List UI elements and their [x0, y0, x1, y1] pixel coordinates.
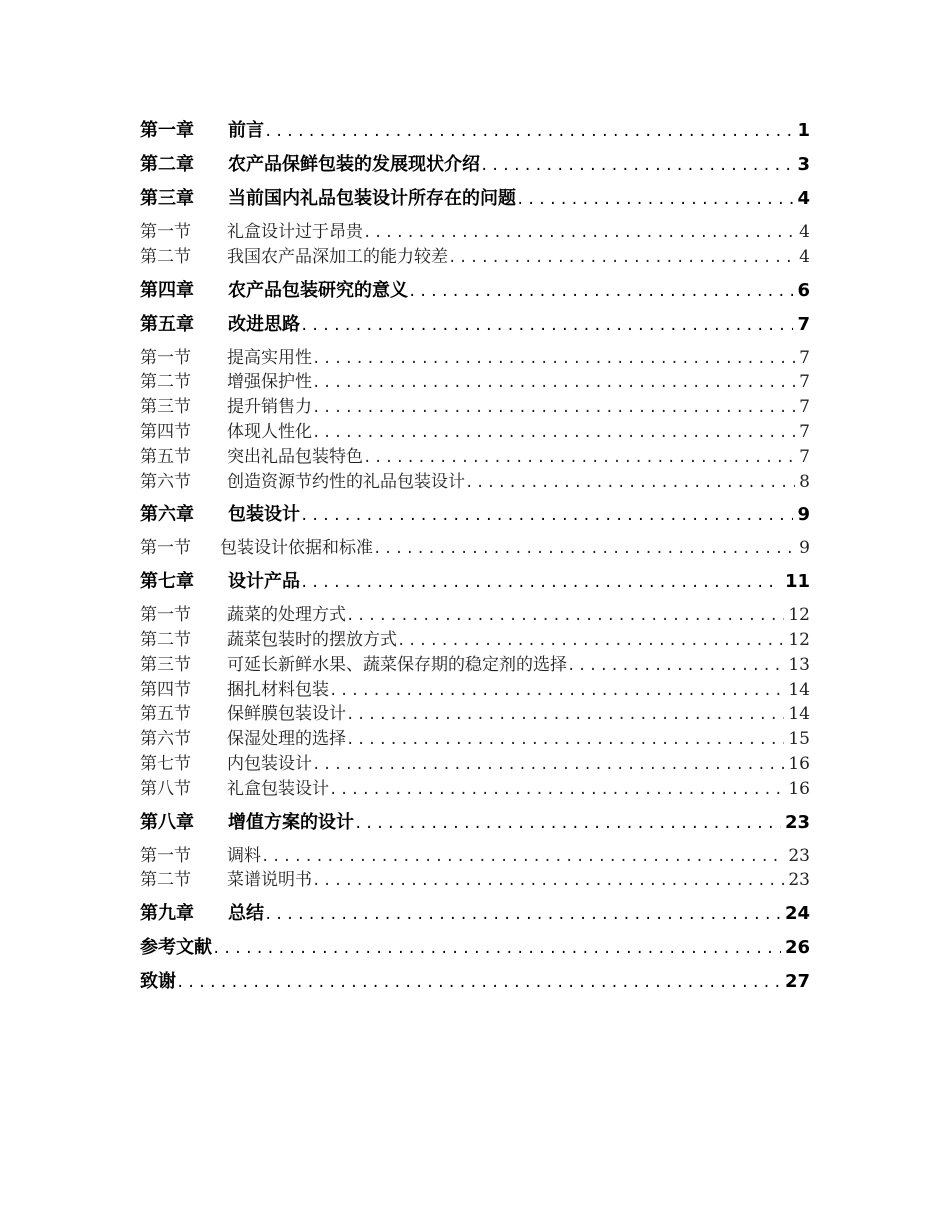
toc-entry-title: 创造资源节约性的礼品包装设计 [227, 471, 465, 492]
dot-leader [312, 869, 784, 894]
toc-entry-label: 第三节 [140, 397, 191, 418]
toc-page-number: 7 [799, 397, 810, 418]
dot-leader [516, 183, 793, 217]
toc-page-number: 7 [799, 421, 810, 442]
toc-entry-title: 调料 [227, 845, 261, 866]
toc-chapter-entry[interactable] [140, 565, 810, 599]
toc-chapter-entry[interactable] [140, 931, 810, 965]
dot-leader [261, 845, 784, 870]
toc-entry-title: 蔬菜包装时的摆放方式 [227, 629, 397, 650]
toc-page-number: 27 [784, 971, 810, 993]
dot-leader [363, 221, 795, 246]
toc-chapter-entry[interactable] [140, 114, 810, 148]
toc-entry-label: 第七章 [140, 571, 194, 593]
toc-section-entry[interactable] [140, 727, 810, 752]
toc-page-number: 15 [788, 729, 810, 750]
toc-entry-title: 突出礼品包装特色 [227, 446, 363, 467]
toc-entry-title: 致谢 [140, 971, 176, 993]
toc-entry-title: 提高实用性 [227, 347, 312, 368]
dot-leader [312, 753, 784, 778]
toc-page-number: 1 [797, 120, 810, 141]
toc-entry-label: 第八章 [140, 811, 194, 833]
toc-entry-label: 第二节 [140, 372, 191, 393]
toc-page-number: 4 [799, 222, 810, 242]
toc-entry-title: 菜谱说明书 [227, 870, 312, 891]
toc-page-number: 14 [788, 679, 810, 700]
toc-section-entry[interactable] [140, 370, 810, 395]
toc-page-number: 12 [788, 629, 810, 650]
dot-leader [346, 703, 784, 728]
toc-section-entry[interactable] [140, 702, 810, 727]
toc-entry-title: 当前国内礼品包装设计所存在的问题 [228, 188, 516, 209]
toc-page-number: 16 [788, 778, 810, 799]
toc-entry-label: 第四节 [140, 421, 191, 442]
dot-leader [480, 149, 793, 183]
dot-leader [264, 898, 781, 932]
toc-section-entry[interactable] [140, 777, 810, 802]
dot-leader [176, 966, 781, 1000]
toc-entry-label: 第五节 [140, 704, 191, 725]
toc-section-entry[interactable] [140, 245, 810, 270]
dot-leader [312, 371, 795, 396]
toc-chapter-entry[interactable] [140, 182, 810, 216]
toc-entry-label: 第九章 [140, 903, 194, 925]
toc-entry-label: 第五节 [140, 446, 191, 467]
toc-entry-label: 第一节 [140, 538, 191, 559]
dot-leader [408, 275, 793, 309]
toc-page-number: 26 [784, 937, 810, 959]
toc-page-number: 6 [797, 279, 810, 301]
toc-page-number: 7 [799, 347, 810, 368]
dot-leader [373, 537, 795, 562]
toc-entry-label: 第八节 [140, 778, 191, 799]
dot-leader [346, 604, 784, 629]
dot-leader [300, 499, 793, 533]
dot-leader [312, 347, 795, 372]
toc-entry-title: 内包装设计 [227, 753, 312, 774]
toc-entry-label: 第二章 [140, 154, 194, 175]
toc-section-entry[interactable] [140, 536, 810, 561]
toc-section-entry[interactable] [140, 628, 810, 653]
table-of-contents [140, 114, 810, 999]
toc-chapter-entry[interactable] [140, 308, 810, 342]
toc-entry-title: 改进思路 [228, 313, 300, 335]
toc-section-entry[interactable] [140, 868, 810, 893]
toc-page-number: 11 [784, 571, 810, 593]
toc-entry-label: 第五章 [140, 313, 194, 335]
toc-entry-label: 第六节 [140, 729, 191, 750]
toc-entry-label: 第二节 [140, 870, 191, 891]
toc-entry-title: 农产品包装研究的意义 [228, 279, 408, 301]
toc-section-entry[interactable] [140, 844, 810, 869]
toc-page-number: 7 [799, 446, 810, 467]
toc-section-entry[interactable] [140, 752, 810, 777]
toc-section-entry[interactable] [140, 346, 810, 371]
toc-section-entry[interactable] [140, 395, 810, 420]
toc-entry-label: 第三节 [140, 654, 191, 675]
toc-entry-title: 体现人性化 [227, 421, 312, 442]
toc-entry-label: 第一章 [140, 120, 194, 141]
toc-entry-label: 第六章 [140, 504, 194, 526]
toc-entry-title: 农产品保鲜包装的发展现状介绍 [228, 154, 480, 175]
toc-entry-title: 前言 [228, 120, 264, 141]
dot-leader [264, 115, 793, 149]
toc-entry-title: 蔬菜的处理方式 [227, 605, 346, 626]
toc-chapter-entry[interactable] [140, 897, 810, 931]
dot-leader [354, 807, 781, 841]
dot-leader [448, 246, 795, 271]
dot-leader [300, 566, 781, 600]
toc-entry-label: 第二节 [140, 629, 191, 650]
toc-page-number: 12 [788, 605, 810, 626]
dot-leader [346, 728, 784, 753]
toc-entry-title: 包装设计 [228, 504, 300, 526]
toc-section-entry[interactable] [140, 470, 810, 495]
toc-page-number: 4 [797, 188, 810, 209]
toc-entry-title: 捆扎材料包装 [227, 679, 329, 700]
dot-leader [312, 396, 795, 421]
dot-leader [567, 654, 784, 679]
toc-entry-label: 第一节 [140, 605, 191, 626]
toc-page-number: 14 [788, 704, 810, 725]
toc-page-number: 23 [784, 811, 810, 833]
toc-chapter-entry[interactable] [140, 498, 810, 532]
toc-section-entry[interactable] [140, 653, 810, 678]
toc-entry-title: 礼盒包装设计 [227, 778, 329, 799]
toc-section-entry[interactable] [140, 678, 810, 703]
toc-entry-title: 我国农产品深加工的能力较差 [227, 246, 448, 267]
toc-entry-label: 第四章 [140, 279, 194, 301]
toc-entry-label: 第一节 [140, 347, 191, 368]
toc-entry-title: 参考文献 [140, 937, 212, 959]
toc-page-number: 16 [788, 753, 810, 774]
toc-page-number: 7 [799, 372, 810, 393]
toc-entry-title: 增强保护性 [227, 372, 312, 393]
toc-chapter-entry[interactable] [140, 806, 810, 840]
toc-section-entry[interactable] [140, 603, 810, 628]
toc-chapter-entry[interactable] [140, 965, 810, 999]
dot-leader [363, 446, 795, 471]
toc-chapter-entry[interactable] [140, 274, 810, 308]
toc-entry-title: 礼盒设计过于昂贵 [227, 222, 363, 242]
toc-page-number: 7 [797, 313, 810, 335]
toc-entry-title: 可延长新鲜水果、蔬菜保存期的稳定剂的选择 [227, 654, 567, 675]
toc-entry-label: 第三章 [140, 188, 194, 209]
toc-page-number: 8 [799, 471, 810, 492]
dot-leader [312, 421, 795, 446]
toc-entry-title: 保湿处理的选择 [227, 729, 346, 750]
toc-entry-label: 第二节 [140, 246, 191, 267]
toc-entry-label: 第六节 [140, 471, 191, 492]
toc-page-number: 24 [784, 903, 810, 925]
toc-page-number: 23 [788, 845, 810, 866]
dot-leader [465, 471, 795, 496]
toc-page-number: 3 [797, 154, 810, 175]
toc-entry-title: 提升销售力 [227, 397, 312, 418]
toc-entry-title: 包装设计依据和标准 [220, 538, 373, 559]
toc-entry-label: 第一节 [140, 222, 191, 242]
dot-leader [300, 309, 793, 343]
toc-page-number: 13 [788, 654, 810, 675]
toc-section-entry[interactable] [140, 220, 810, 245]
dot-leader [212, 932, 781, 966]
toc-section-entry[interactable] [140, 420, 810, 445]
toc-page-number: 23 [788, 870, 810, 891]
toc-entry-title: 增值方案的设计 [228, 811, 354, 833]
toc-entry-title: 保鲜膜包装设计 [227, 704, 346, 725]
toc-entry-label: 第四节 [140, 679, 191, 700]
toc-page-number: 4 [799, 246, 810, 267]
toc-page-number: 9 [797, 504, 810, 526]
toc-entry-title: 设计产品 [228, 571, 300, 593]
dot-leader [329, 778, 784, 803]
toc-page-number: 9 [799, 538, 810, 559]
toc-entry-title: 总结 [228, 903, 264, 925]
dot-leader [397, 629, 784, 654]
toc-entry-label: 第七节 [140, 753, 191, 774]
toc-section-entry[interactable] [140, 445, 810, 470]
toc-chapter-entry[interactable] [140, 148, 810, 182]
dot-leader [329, 679, 784, 704]
toc-entry-label: 第一节 [140, 845, 191, 866]
